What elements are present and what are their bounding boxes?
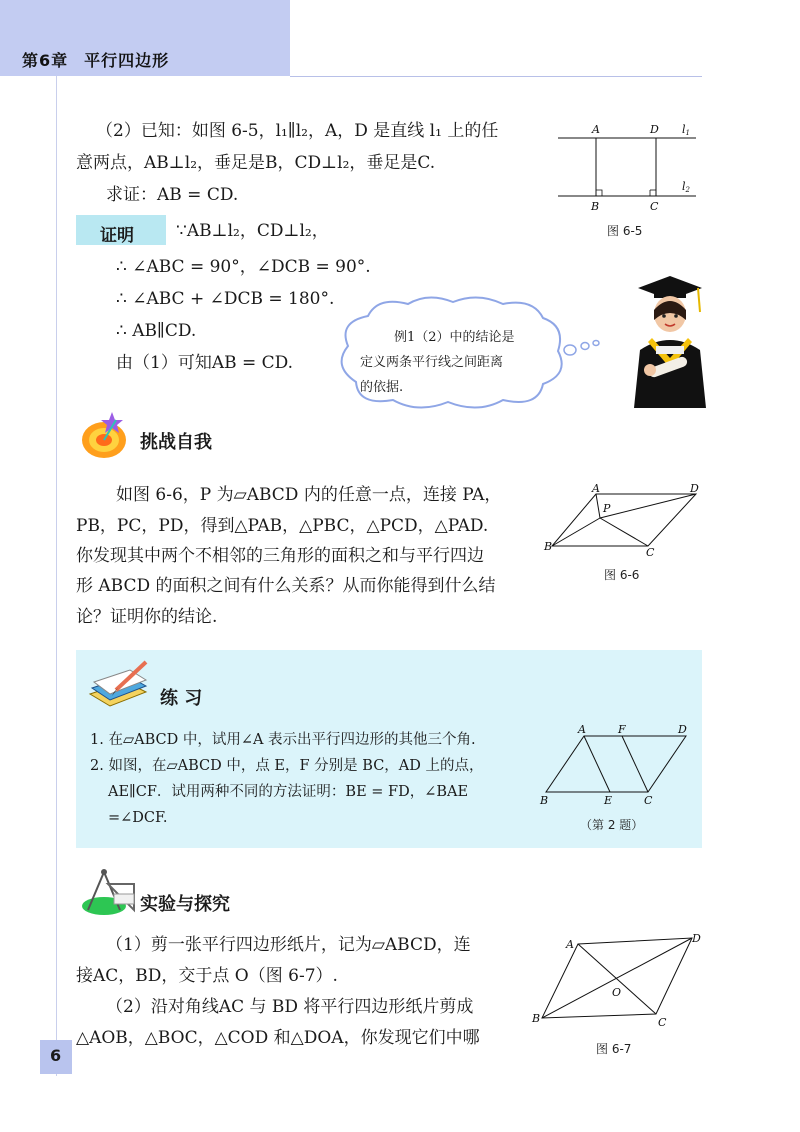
challenge-line-3: 你发现其中两个不相邻的三角形的面积之和与平行四边 [76, 546, 484, 566]
bubble-line-3: 的依据. [360, 380, 404, 395]
example-line-2: 意两点，AB⊥l₂，垂足是B，CD⊥l₂，垂足是C. [76, 153, 436, 173]
svg-text:E: E [604, 794, 613, 807]
proof-label: 证明 [100, 226, 134, 246]
svg-text:D: D [692, 932, 701, 945]
fig-6-5-label-A: A [592, 123, 600, 136]
fig-6-5-label-B: B [591, 200, 600, 213]
chapter-title: 平行四边形 [84, 51, 170, 70]
challenge-line-5: 论？证明你的结论. [76, 607, 218, 627]
proof-line-1: ∵AB⊥l₂，CD⊥l₂， [176, 221, 329, 241]
experiment-title: 实验与探究 [140, 894, 230, 915]
exercise-2-caption: （第 2 题） [580, 818, 644, 832]
geometry-tools-icon [78, 866, 136, 918]
proof-line-4: ∴ AB∥CD. [116, 321, 197, 341]
fig-6-5-label-C: C [650, 200, 659, 213]
proof-line-5: 由（1）可知AB = CD. [116, 353, 294, 373]
exercise-q2-line-3: =∠DCF. [108, 810, 168, 826]
experiment-line-2: 接AC，BD，交于点 O（图 6-7）. [76, 966, 338, 986]
svg-text:D: D [690, 482, 699, 495]
graduate-girl-illustration [626, 270, 712, 410]
books-pencil-icon [86, 660, 152, 712]
svg-text:B: B [544, 540, 553, 553]
exercise-title: 练 习 [160, 688, 203, 709]
fig-6-5-caption: 图 6-5 [607, 224, 643, 238]
svg-text:B: B [540, 794, 549, 807]
exercise-q1: 1. 在▱ABCD 中，试用∠A 表示出平行四边形的其他三个角. [90, 732, 476, 748]
svg-text:O: O [612, 986, 622, 999]
bubble-line-2: 定义两条平行线之间距离 [360, 355, 504, 370]
fig-6-5-label-l2: l2 [682, 180, 690, 194]
chapter-number: 第6章 [22, 51, 69, 70]
figure-exercise-2 [538, 720, 698, 810]
example-line-1: （2）已知：如图 6-5，l₁∥l₂，A，D 是直线 l₁ 上的任 [96, 121, 499, 141]
target-icon [80, 406, 132, 462]
svg-text:P: P [603, 502, 611, 515]
example-prove-line: 求证：AB = CD. [106, 185, 239, 205]
svg-text:D: D [678, 723, 687, 736]
header-rule [290, 76, 702, 77]
proof-line-2: ∴ ∠ABC = 90°，∠DCB = 90°. [116, 257, 371, 277]
exercise-q2-line-2: AE∥CF．试用两种不同的方法证明：BE = FD，∠BAE [108, 784, 469, 800]
challenge-line-1: 如图 6-6，P 为▱ABCD 内的任意一点，连接 PA， [116, 485, 502, 505]
figure-6-6 [544, 482, 704, 562]
svg-text:A: A [566, 938, 574, 951]
fig-6-7-caption: 图 6-7 [596, 1042, 632, 1056]
svg-text:A: A [592, 482, 600, 495]
experiment-line-4: △AOB，△BOC，△COD 和△DOA，你发现它们中哪 [76, 1028, 480, 1048]
fig-6-5-label-l1: l1 [682, 123, 690, 137]
svg-text:C: C [644, 794, 653, 807]
margin-rule [56, 76, 57, 1076]
exercise-q2-line-1: 2. 如图，在▱ABCD 中，点 E，F 分别是 BC，AD 上的点， [90, 758, 484, 774]
svg-text:A: A [578, 723, 586, 736]
challenge-line-4: 形 ABCD 的面积之间有什么关系？从而你能得到什么结 [76, 576, 496, 596]
proof-line-3: ∴ ∠ABC + ∠DCB = 180°. [116, 289, 335, 309]
fig-6-5-label-D: D [650, 123, 659, 136]
challenge-title: 挑战自我 [140, 432, 212, 453]
fig-6-6-caption: 图 6-6 [604, 568, 640, 582]
page-number: 6 [50, 1046, 62, 1065]
experiment-line-1: （1）剪一张平行四边形纸片，记为▱ABCD，连 [106, 935, 471, 955]
experiment-line-3: （2）沿对角线AC 与 BD 将平行四边形纸片剪成 [106, 997, 474, 1017]
challenge-line-2: PB，PC，PD，得到△PAB，△PBC，△PCD，△PAD. [76, 516, 489, 536]
svg-text:B: B [532, 1012, 541, 1025]
svg-text:C: C [646, 546, 655, 559]
chapter-heading [22, 48, 185, 71]
svg-text:F: F [618, 723, 626, 736]
figure-6-5 [558, 118, 698, 218]
svg-text:C: C [658, 1016, 667, 1029]
bubble-line-1: 例1（2）中的结论是 [394, 330, 515, 345]
figure-6-7 [530, 930, 705, 1030]
